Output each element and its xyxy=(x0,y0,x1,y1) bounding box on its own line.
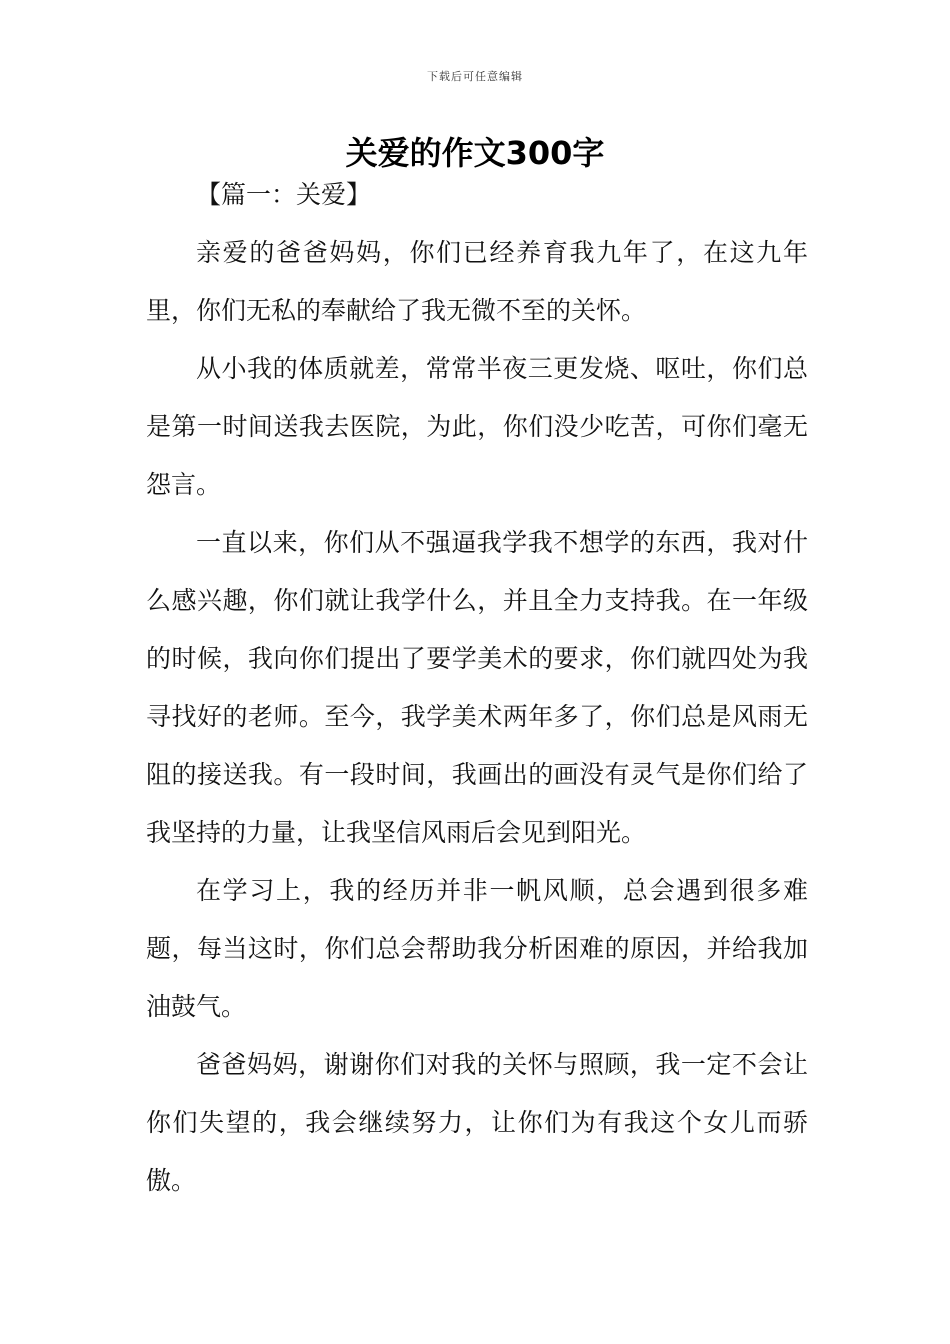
paragraph-1: 亲爱的爸爸妈妈，你们已经养育我九年了，在这九年里，你们无私的奉献给了我无微不至的关怀。 xyxy=(146,238,808,325)
paragraph-5: 爸爸妈妈，谢谢你们对我的关怀与照顾，我一定不会让你们失望的，我会继续努力，让你们为有我这个女儿而骄傲。 xyxy=(146,1050,808,1195)
paragraph-3: 一直以来，你们从不强逼我学我不想学的东西，我对什么感兴趣，你们就让我学什么，并且全力支持我。在一年级的时候，我向你们提出了要学美术的要求，你们就四处为我寻找好的老师。至今，我学美术两年多了，你们总是风雨无阻的接送我。有一段时间，我画出的画没有灵气是你们给了我坚持的力量，让我坚信风雨后会见到阳光。 xyxy=(146,528,808,847)
paragraph-4: 在学习上，我的经历并非一帆风顺，总会遇到很多难题，每当这时，你们总会帮助我分析困难的原因，并给我加油鼓气。 xyxy=(146,876,808,1021)
document-body xyxy=(146,166,808,1210)
document-title: 关爱的作文300字 xyxy=(345,134,605,172)
paragraph-2: 从小我的体质就差，常常半夜三更发烧、呕吐，你们总是第一时间送我去医院，为此，你们没少吃苦，可你们毫无怨言。 xyxy=(146,354,808,499)
header-note: 下载后可任意编辑 xyxy=(427,70,523,83)
section-heading: 【篇一：关爱】 xyxy=(196,180,372,209)
